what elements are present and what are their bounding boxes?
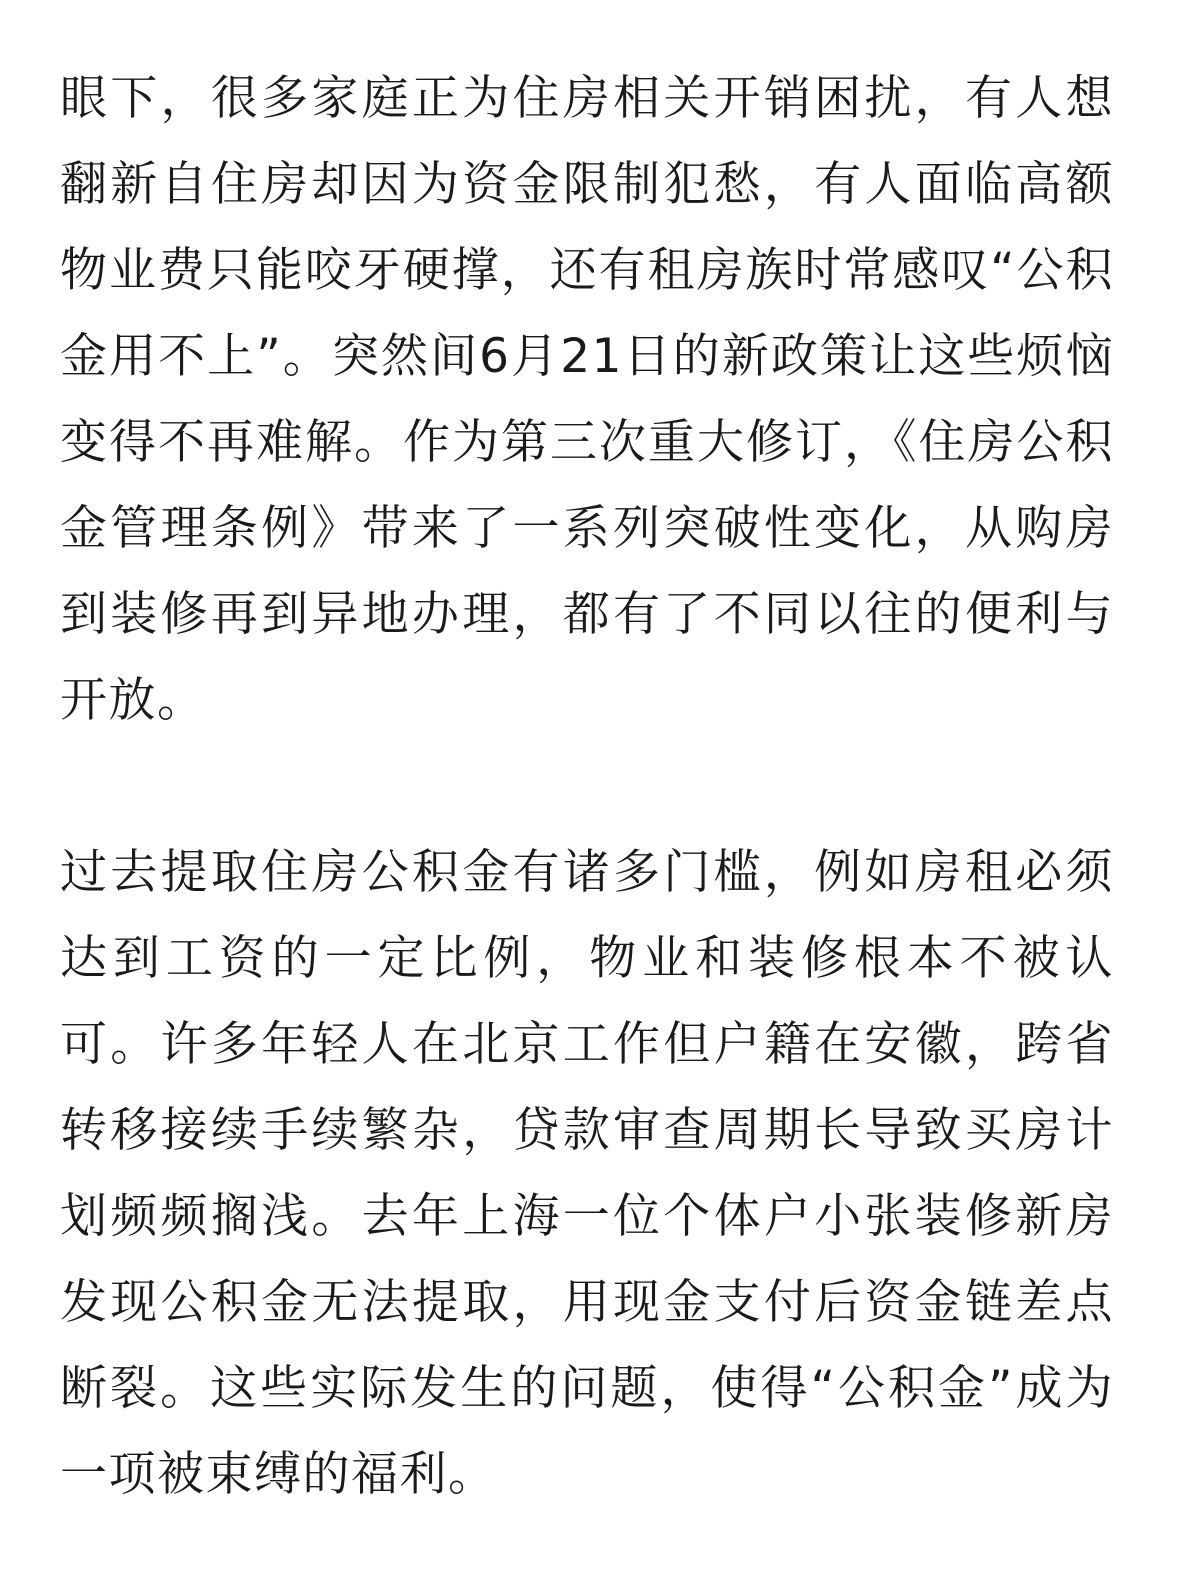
paragraph-2: 过去提取住房公积金有诸多门槛，例如房租必须达到工资的一定比例，物业和装修根本不被认可。许多年轻人在北京工作但户籍在安徽，跨省转移接续手续繁杂，贷款审查周期长导致买房计划频频搁浅。去年上海一位个体户小张装修新房发现公积金无法提取，用现金支付后资金链差点断裂。这些实际发生的问题，使得“公积金”成为一项被束缚的福利。 — [60, 845, 1114, 1502]
paragraph-1: 眼下，很多家庭正为住房相关开销困扰，有人想翻新自住房却因为资金限制犯愁，有人面临高额物业费只能咬牙硬撑，还有租房族时常感叹“公积金用不上”。突然间6月21日的新政策让这些烦恼变得不再难解。作为第三次重大修订，《住房公积金管理条例》带来了一系列突破性变化，从购房到装修再到异地办理，都有了不同以往的便利与开放。 — [60, 71, 1114, 728]
article-body — [60, 56, 1114, 1518]
